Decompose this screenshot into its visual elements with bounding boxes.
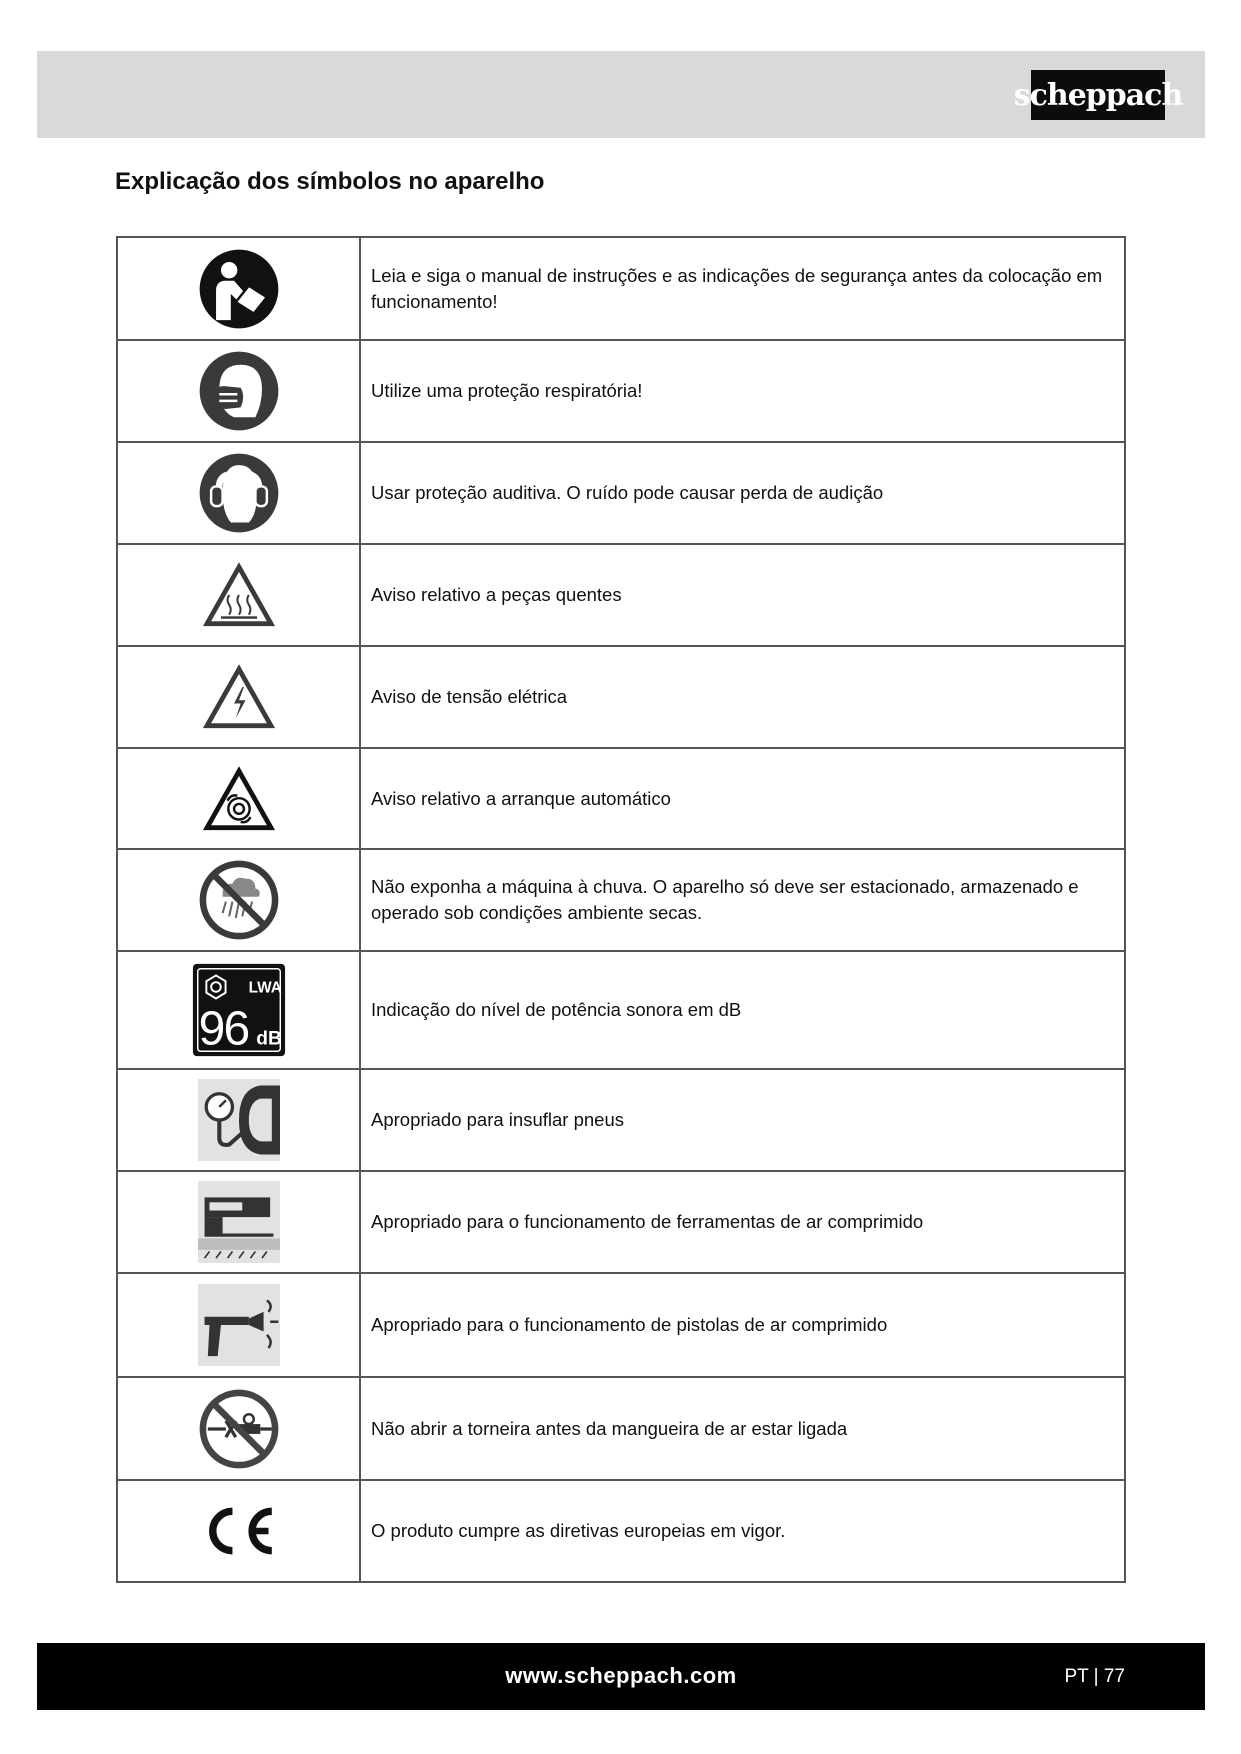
page-footer (37, 1643, 1205, 1710)
sound-label: LWA (248, 979, 282, 997)
table-row (117, 1069, 1125, 1171)
ce-mark-icon (198, 1490, 280, 1572)
no-rain-icon (198, 859, 280, 941)
respiratory-protection-icon (198, 350, 280, 432)
page-number: PT | 77 (1064, 1666, 1125, 1687)
symbol-description: Aviso relativo a arranque automático (360, 748, 1125, 849)
automatic-start-warning-icon (198, 758, 280, 840)
blow-gun-icon (198, 1284, 280, 1366)
table-row (117, 340, 1125, 442)
air-tool-icon (198, 1181, 280, 1263)
symbol-description: Aviso relativo a peças quentes (360, 544, 1125, 646)
table-row (117, 849, 1125, 951)
table-row (117, 1171, 1125, 1273)
page-title: Explicação dos símbolos no aparelho (115, 168, 545, 195)
symbol-description: O produto cumpre as diretivas europeias em vigor. (360, 1480, 1125, 1582)
scheppach-logo: scheppach (1031, 70, 1165, 120)
sound-value: 96 (198, 1002, 248, 1056)
tire-inflation-icon (198, 1079, 280, 1161)
symbol-description: Apropriado para o funcionamento de pistolas de ar comprimido (360, 1273, 1125, 1377)
symbols-table (116, 236, 1126, 1583)
symbol-description: Leia e siga o manual de instruções e as indicações de segurança antes da colocação em funcionamento! (360, 237, 1125, 340)
table-row (117, 1377, 1125, 1480)
table-row (117, 442, 1125, 544)
symbol-description: Não abrir a torneira antes da mangueira de ar estar ligada (360, 1377, 1125, 1480)
symbol-description: Apropriado para insuflar pneus (360, 1069, 1125, 1171)
symbol-description: Utilize uma proteção respiratória! (360, 340, 1125, 442)
hot-surface-warning-icon (198, 554, 280, 636)
footer-url: www.scheppach.com (505, 1663, 737, 1688)
no-open-valve-icon (198, 1388, 280, 1470)
read-manual-icon (198, 248, 280, 330)
table-row (117, 237, 1125, 340)
table-row (117, 544, 1125, 646)
page-header (37, 51, 1205, 138)
sound-unit: dB (255, 1028, 282, 1050)
symbol-description: Indicação do nível de potência sonora em dB (360, 951, 1125, 1069)
sound-power-level-icon (191, 962, 287, 1058)
hearing-protection-icon (198, 452, 280, 534)
symbol-description: Não exponha a máquina à chuva. O aparelho só deve ser estacionado, armazenado e operado sob condições ambiente secas. (360, 849, 1125, 951)
table-row (117, 748, 1125, 849)
symbol-description: Aviso de tensão elétrica (360, 646, 1125, 748)
symbol-description: Apropriado para o funcionamento de ferramentas de ar comprimido (360, 1171, 1125, 1273)
symbol-description: Usar proteção auditiva. O ruído pode causar perda de audição (360, 442, 1125, 544)
table-row (117, 951, 1125, 1069)
electric-voltage-warning-icon (198, 656, 280, 738)
table-row (117, 646, 1125, 748)
table-row (117, 1480, 1125, 1582)
table-row (117, 1273, 1125, 1377)
